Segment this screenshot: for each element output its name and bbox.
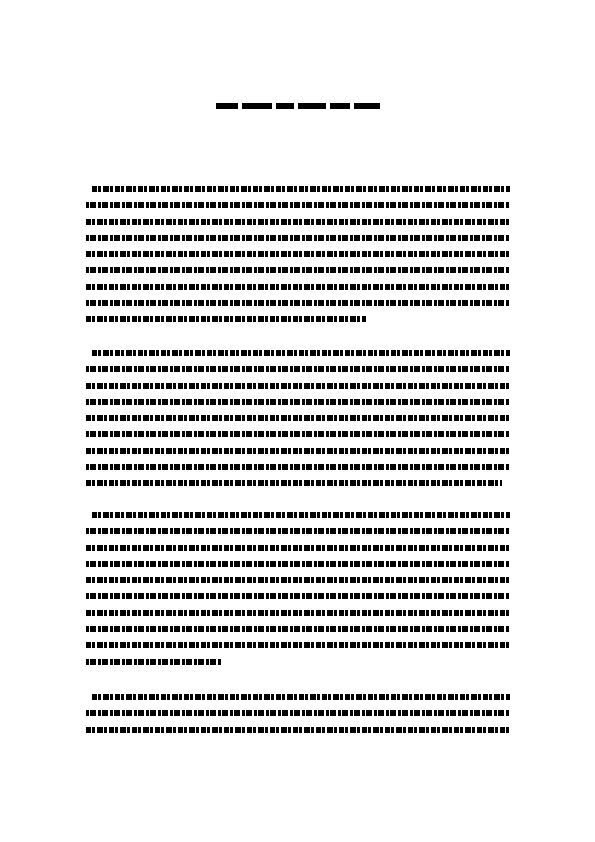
- page-title: [216, 102, 380, 110]
- text-line: [86, 219, 510, 225]
- page-title-bar: [0, 102, 595, 110]
- text-line: [86, 710, 510, 716]
- text-line: [86, 399, 510, 405]
- paragraph: [86, 350, 510, 497]
- text-line: [86, 528, 510, 534]
- text-line: [86, 642, 510, 648]
- text-line: [86, 267, 510, 273]
- text-line: [86, 383, 510, 389]
- text-line: [86, 448, 510, 454]
- text-line: [86, 202, 510, 208]
- text-line: [86, 431, 510, 437]
- text-line: [86, 480, 502, 486]
- text-line: [92, 512, 510, 518]
- text-line: [92, 350, 510, 356]
- title-segment: [242, 103, 272, 109]
- text-line: [86, 251, 510, 257]
- text-line: [86, 659, 222, 665]
- text-line: [92, 186, 510, 192]
- text-line: [86, 593, 510, 599]
- text-line: [86, 415, 510, 421]
- text-line: [86, 577, 510, 583]
- title-segment: [330, 103, 350, 109]
- text-line: [86, 235, 510, 241]
- text-line: [86, 626, 510, 632]
- text-line: [86, 366, 510, 372]
- text-line: [86, 300, 510, 306]
- paragraph: [86, 694, 510, 743]
- paragraph: [86, 512, 510, 675]
- paragraph: [86, 186, 510, 333]
- title-segment: [216, 103, 238, 109]
- text-line: [86, 316, 366, 322]
- text-line: [86, 610, 510, 616]
- title-segment: [354, 103, 380, 109]
- text-line: [86, 727, 510, 733]
- title-segment: [298, 103, 326, 109]
- text-line: [86, 545, 510, 551]
- text-line: [86, 464, 510, 470]
- title-segment: [276, 103, 294, 109]
- text-line: [86, 561, 510, 567]
- text-line: [92, 694, 510, 700]
- text-line: [86, 284, 510, 290]
